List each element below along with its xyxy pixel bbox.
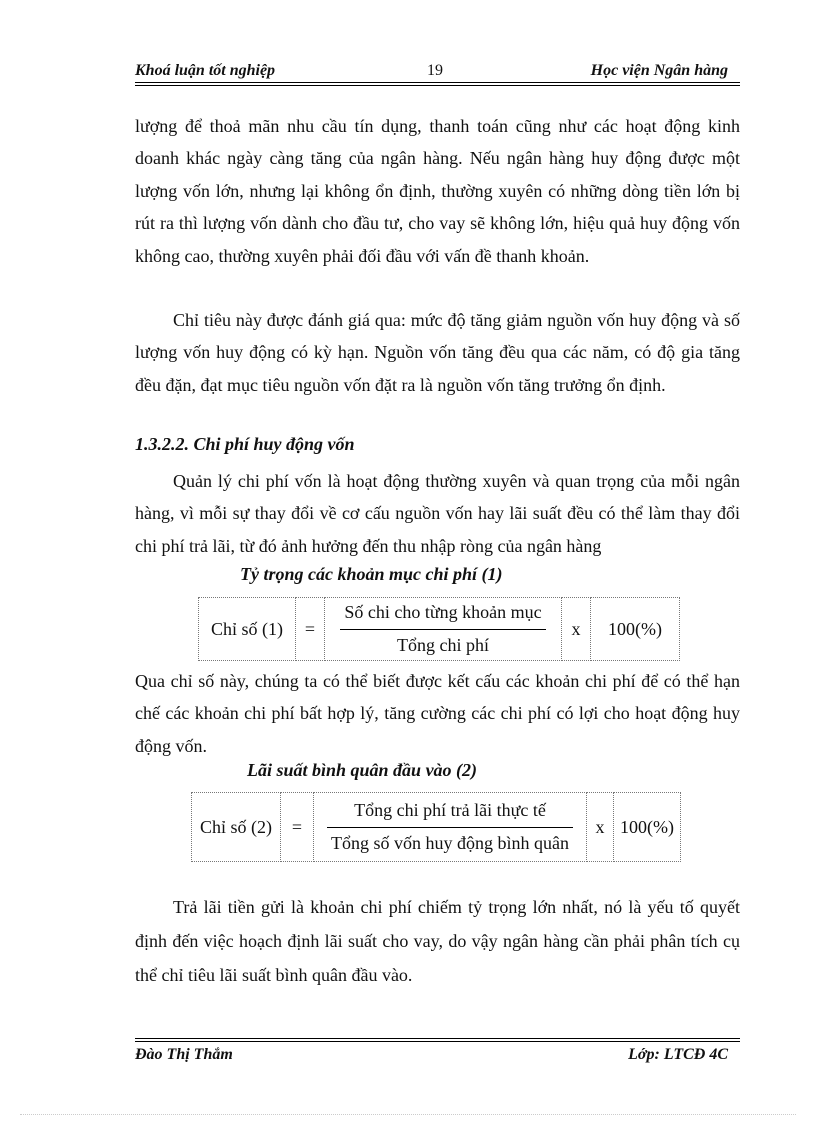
footer-rule-thin (135, 1041, 740, 1042)
paragraph-5-text: Trả lãi tiền gửi là khoản chi phí chiếm tỷ trọng lớn nhất, nó là yếu tố quyết định đến việc hoạch định lãi suất cho vay, do vậy ngân hàng cần phải phân tích cụ thể chỉ tiêu lãi suất bình quân đầu vào. (135, 897, 740, 985)
formula-1-fraction (325, 598, 562, 661)
paragraph-2 (135, 304, 740, 401)
footer-author: Đào Thị Thắm (135, 1046, 233, 1063)
formula-2-denominator: Tổng số vốn huy động bình quân (331, 833, 569, 853)
page-header (135, 60, 740, 84)
formula-1-label: Chỉ số (1) (199, 598, 296, 661)
paragraph-3-text: Quản lý chi phí vốn là hoạt động thường xuyên và quan trọng của mỗi ngân hàng, vì mỗi sự thay đổi về cơ cấu nguồn vốn hay lãi suất đều có thể làm thay đổi chi phí trả lãi, từ đó ảnh hưởng đến thu nhập ròng của ngân hàng (135, 471, 740, 556)
formula-2-equals: = (281, 793, 314, 862)
formula-2-title: Lãi suất bình quân đầu vào (2) (247, 760, 478, 780)
formula-1-denominator: Tổng chi phí (396, 635, 489, 655)
paragraph-2-text: Chỉ tiêu này được đánh giá qua: mức độ tăng giảm nguồn vốn huy động và số lượng vốn huy động có kỳ hạn. Nguồn vốn tăng đều qua các năm, có độ gia tăng đều đặn, đạt mục tiêu nguồn vốn đặt ra là nguồn vốn tăng trưởng ổn định. (135, 310, 740, 395)
formula-2-times: x (587, 793, 614, 862)
formula-1-result: 100(%) (591, 598, 680, 661)
section-heading: 1.3.2.2. Chi phí huy động vốn (135, 434, 355, 454)
formula-2-fraction (314, 793, 587, 862)
formula-1-table (198, 597, 680, 661)
paragraph-3 (135, 465, 740, 562)
header-rule-thin (135, 85, 740, 86)
formula-2-label: Chỉ số (2) (192, 793, 281, 862)
header-institution: Học viện Ngân hàng (590, 62, 728, 79)
formula-1-times: x (562, 598, 591, 661)
formula-2-result: 100(%) (614, 793, 681, 862)
footer-class: Lớp: LTCĐ 4C (628, 1046, 728, 1063)
formula-1-equals: = (296, 598, 325, 661)
formula-1-numerator: Số chi cho từng khoản mục (340, 602, 545, 630)
formula-2-numerator: Tổng chi phí trả lãi thực tế (327, 800, 573, 828)
paragraph-1-text: lượng để thoả mãn nhu cầu tín dụng, thanh toán cũng như các hoạt động kinh doanh khác ngày càng tăng của ngân hàng. Nếu ngân hàng huy động được một lượng vốn lớn, nhưng lại không ổn định, thường xuyên có những dòng tiền lớn bị rút ra thì lượng vốn dành cho đầu tư, cho vay sẽ không lớn, hiệu quả huy động vốn không cao, thường xuyên phải đối đầu với vấn đề thanh khoản. (135, 116, 740, 266)
paragraph-5 (135, 890, 740, 992)
paragraph-4 (135, 665, 740, 762)
header-thesis-label: Khoá luận tốt nghiệp (135, 62, 276, 79)
fraction (340, 602, 545, 656)
formula-1-title: Tỷ trọng các khoản mục chi phí (1) (240, 564, 503, 584)
paragraph-1 (135, 110, 740, 272)
paragraph-4-text: Qua chỉ số này, chúng ta có thể biết được kết cấu các khoản chi phí để có thể hạn chế các khoản chi phí bất hợp lý, tăng cường các chi phí có lợi cho hoạt động huy động vốn. (135, 671, 740, 756)
footer-rule (135, 1038, 740, 1039)
formula-2-table (191, 792, 681, 862)
page-edge-divider (20, 1114, 796, 1115)
fraction (327, 800, 573, 854)
header-rule (135, 82, 740, 83)
page-number: 19 (427, 62, 443, 79)
